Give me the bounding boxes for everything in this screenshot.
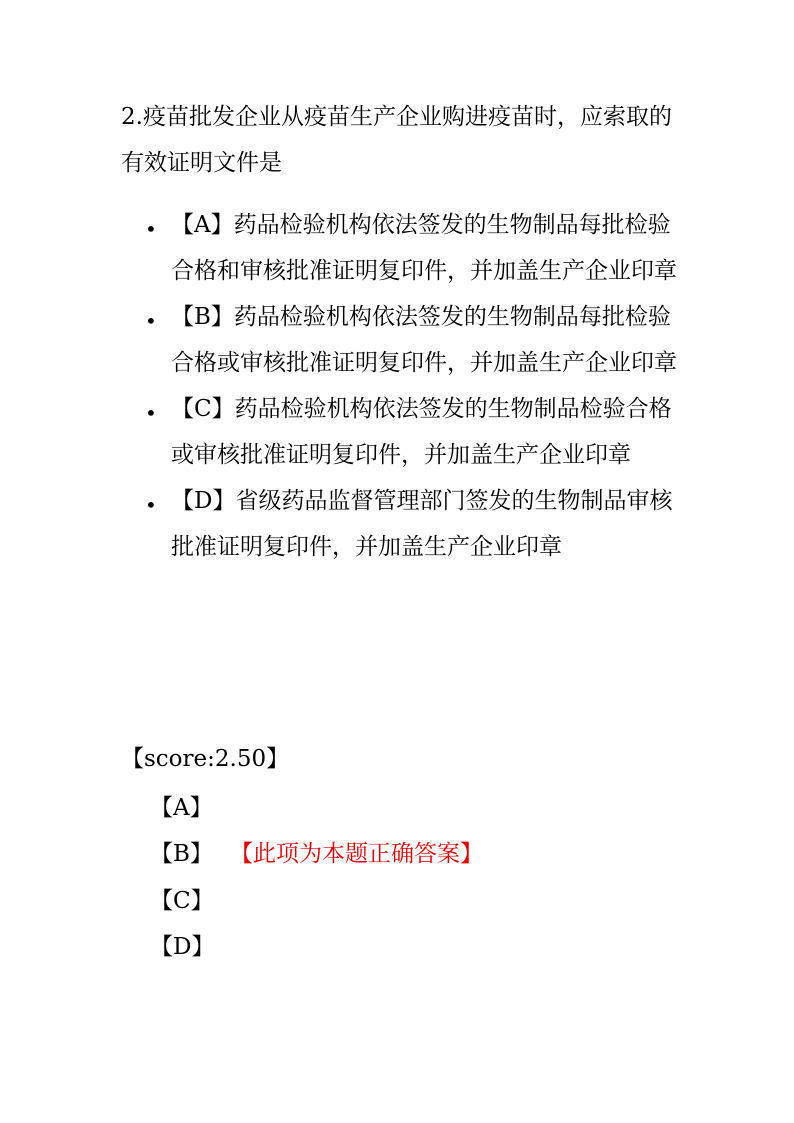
bullet-icon: • [145, 493, 157, 517]
answer-letter-c: 【C】 [150, 887, 214, 914]
bullet-icon: • [145, 401, 157, 425]
answer-row-c [150, 875, 483, 922]
score-label: 【score:2.50】 [121, 746, 290, 772]
bullet-icon: • [145, 309, 157, 333]
option-a [145, 202, 685, 294]
bullet-icon: • [145, 217, 157, 241]
option-c-text: 【C】药品检验机构依法签发的生物制品检验合格或审核批准证明复印件，并加盖生产企业印章 [171, 396, 672, 468]
option-d-text: 【D】省级药品监督管理部门签发的生物制品审核批准证明复印件，并加盖生产企业印章 [171, 488, 673, 560]
option-b [145, 294, 685, 386]
answer-letter-a: 【A】 [150, 794, 213, 821]
option-a-text: 【A】药品检验机构依法签发的生物制品每批检验合格和审核批准证明复印件，并加盖生产企业印章 [171, 212, 677, 284]
option-c [145, 386, 685, 478]
correct-answer-note: 【此项为本题正确答案】 [230, 841, 483, 868]
answer-key [150, 782, 483, 968]
answer-letter-d: 【D】 [150, 934, 215, 961]
answer-row-d [150, 922, 483, 969]
option-list [145, 202, 685, 570]
answer-letter-b: 【B】 [150, 841, 213, 868]
option-d [145, 478, 685, 570]
answer-row-b [150, 829, 483, 876]
question-text: 2.疫苗批发企业从疫苗生产企业购进疫苗时，应索取的有效证明文件是 [121, 104, 672, 176]
option-b-text: 【B】药品检验机构依法签发的生物制品每批检验合格或审核批准证明复印件，并加盖生产企业印章 [171, 304, 677, 376]
answer-row-a [150, 782, 483, 829]
